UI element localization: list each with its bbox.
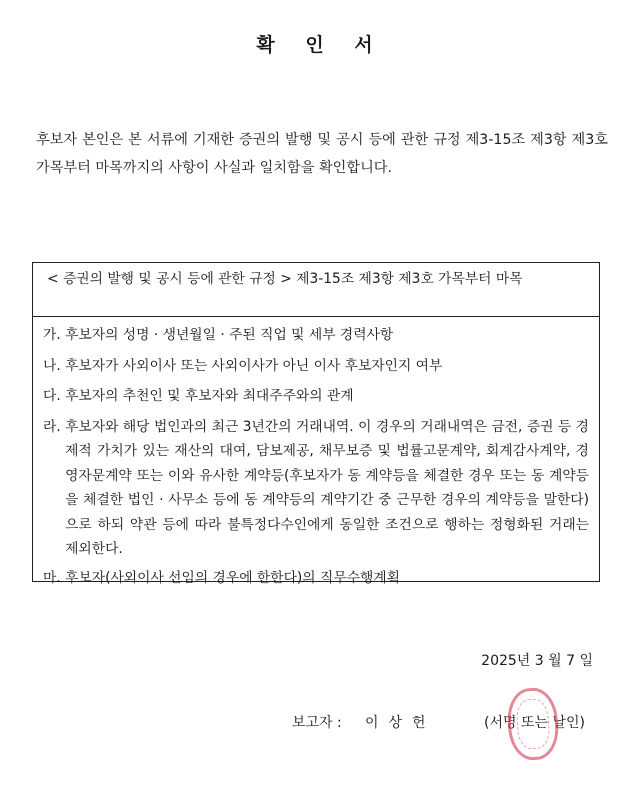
list-item-ma — [43, 566, 589, 591]
document-date: 2025년 3 월 7 일 — [481, 653, 593, 669]
seal-inner-ring — [515, 698, 550, 750]
seal-stamp-icon — [506, 686, 561, 761]
item-marker: 라. — [43, 418, 66, 435]
item-text: 후보자(사외이사 선임의 경우에 한한다)의 직무수행계획 — [65, 569, 400, 586]
regulation-header: < 증권의 발행 및 공시 등에 관한 규정 > 제3-15조 제3항 제3호 가목부터 마목 — [33, 263, 599, 317]
item-marker: 다. — [43, 388, 66, 404]
item-marker: 가. — [43, 327, 66, 343]
item-marker: 마. — [43, 569, 66, 586]
list-item-da — [43, 384, 589, 409]
signer-label: 보고자 : — [292, 715, 342, 731]
item-text: 후보자와 해당 법인과의 최근 3년간의 거래내역. 이 경우의 거래내역은 금전, 증권 등 경제적 가치가 있는 재산의 대여, 담보제공, 채무보증 및 법률고문계약, 회계감사계약, 경영자문계약 또는 이와 유사한 계약등(후보자가 동 계약등을 체결한 경우 또는 동 계약등을 체결한 법인 · 사무소 등에 동 계약등의 계약기간 중 근무한 경우의 계약등을 말한다)으로 하되 약관 등에 따라 불특정다수인에게 동일한 조건으로 행하는 정형화된 거래는 제외한다. — [65, 418, 589, 557]
regulation-box — [32, 262, 600, 586]
signer-name: 이상헌 — [365, 715, 436, 731]
item-text: 후보자의 성명 · 생년월일 · 주된 직업 및 세부 경력사항 — [65, 327, 394, 343]
item-text: 후보자가 사외이사 또는 사외이사가 아닌 이사 후보자인지 여부 — [65, 357, 443, 374]
list-item-ra — [43, 415, 589, 562]
item-text: 후보자의 추천인 및 후보자와 최대주주와의 관계 — [65, 388, 354, 404]
confirmation-statement: 후보자 본인은 본 서류에 기재한 증권의 발행 및 공시 등에 관한 규정 제3-15조 제3항 제3호 가목부터 마목까지의 사항이 사실과 일치함을 확인합니다. — [36, 132, 608, 176]
signature-note: (서명 또는 날인) — [484, 715, 585, 731]
regulation-items — [33, 317, 599, 590]
document-title: 확 인 서 — [256, 34, 385, 56]
list-item-ga — [43, 323, 589, 348]
list-item-na — [43, 354, 589, 379]
item-marker: 나. — [43, 357, 66, 374]
